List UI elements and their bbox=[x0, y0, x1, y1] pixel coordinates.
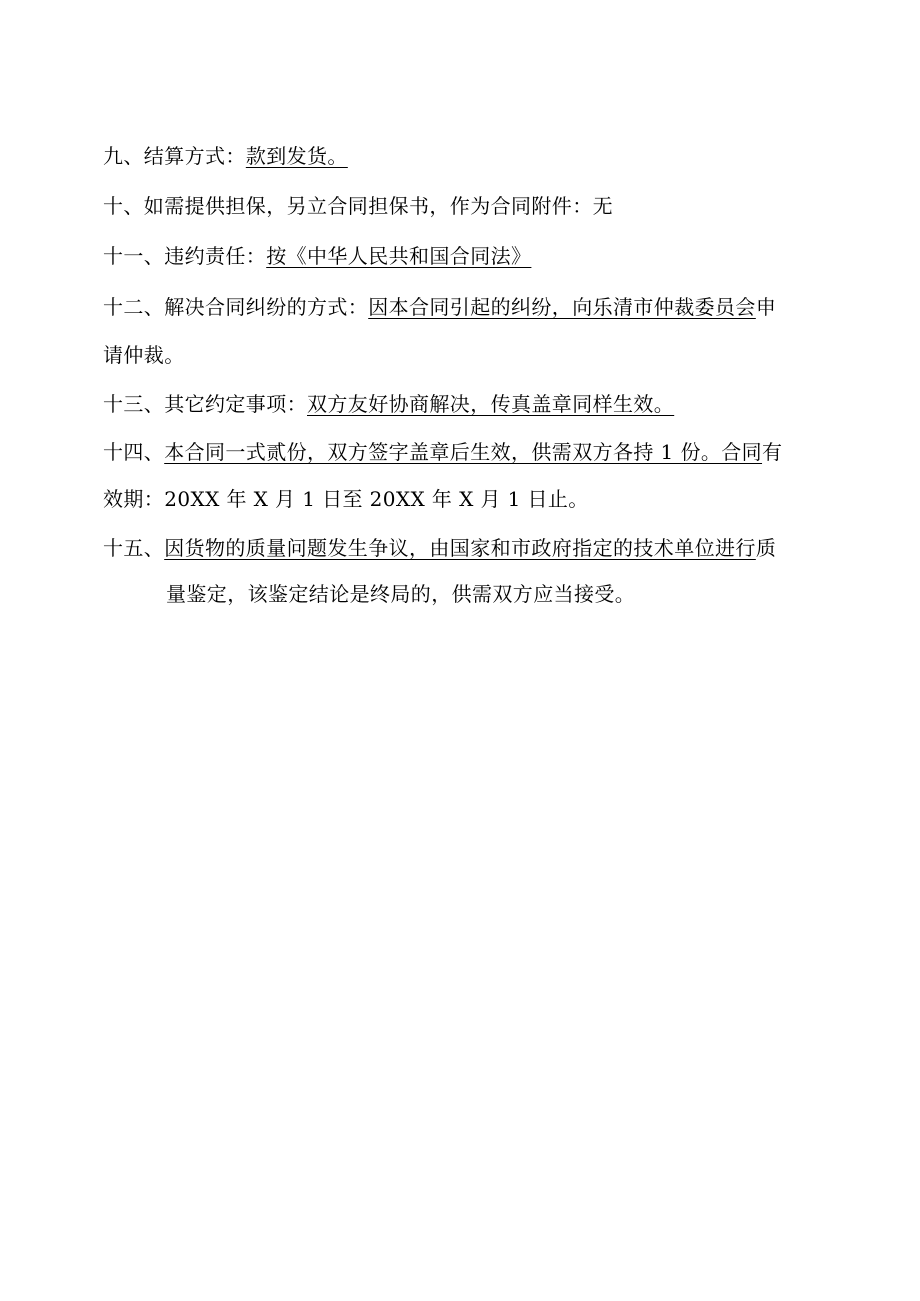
clause-14-suffix: 有 bbox=[762, 440, 783, 464]
clause-14-prefix: 十四、 bbox=[103, 440, 165, 464]
clause-11-prefix: 十一、违约责任： bbox=[103, 244, 267, 268]
clause-9 bbox=[103, 132, 815, 180]
clause-14 bbox=[103, 428, 815, 476]
clause-11 bbox=[103, 232, 815, 280]
clause-13-underlined: 双方友好协商解决，传真盖章同样生效。 bbox=[307, 392, 675, 416]
clause-14-continuation-text: 效期：20XX 年 X 月 1 日至 20XX 年 X 月 1 日止。 bbox=[103, 487, 589, 511]
clause-12 bbox=[103, 283, 815, 331]
clause-9-underlined: 款到发货。 bbox=[245, 144, 348, 168]
clause-11-underlined: 按《中华人民共和国合同法》 bbox=[266, 244, 532, 268]
clause-9-prefix: 九、结算方式： bbox=[103, 144, 246, 168]
clause-15-underlined: 因货物的质量问题发生争议，由国家和市政府指定的技术单位进行 bbox=[164, 536, 756, 560]
clause-12-underlined: 因本合同引起的纠纷，向乐清市仲裁委员会 bbox=[368, 295, 756, 319]
clause-15-continuation-text: 量鉴定，该鉴定结论是终局的，供需双方应当接受。 bbox=[166, 582, 636, 606]
clause-12-continuation-text: 请仲裁。 bbox=[103, 343, 185, 367]
clause-13 bbox=[103, 380, 815, 428]
clause-12-prefix: 十二、解决合同纠纷的方式： bbox=[103, 295, 369, 319]
clause-15-suffix: 质 bbox=[755, 536, 777, 560]
clause-15-continuation bbox=[166, 570, 816, 618]
clause-15 bbox=[103, 524, 815, 572]
clause-15-prefix: 十五、 bbox=[103, 536, 165, 560]
clause-12-suffix: 申 bbox=[755, 295, 777, 319]
clause-13-prefix: 十三、其它约定事项： bbox=[103, 392, 307, 416]
clause-14-underlined: 本合同一式贰份，双方签字盖章后生效，供需双方各持 1 份。合同 bbox=[164, 440, 763, 464]
clause-10-prefix: 十、如需提供担保，另立合同担保书，作为合同附件：无 bbox=[103, 194, 613, 218]
clause-12-continuation bbox=[103, 331, 815, 379]
clause-10 bbox=[103, 182, 815, 230]
clause-14-continuation bbox=[103, 475, 815, 523]
